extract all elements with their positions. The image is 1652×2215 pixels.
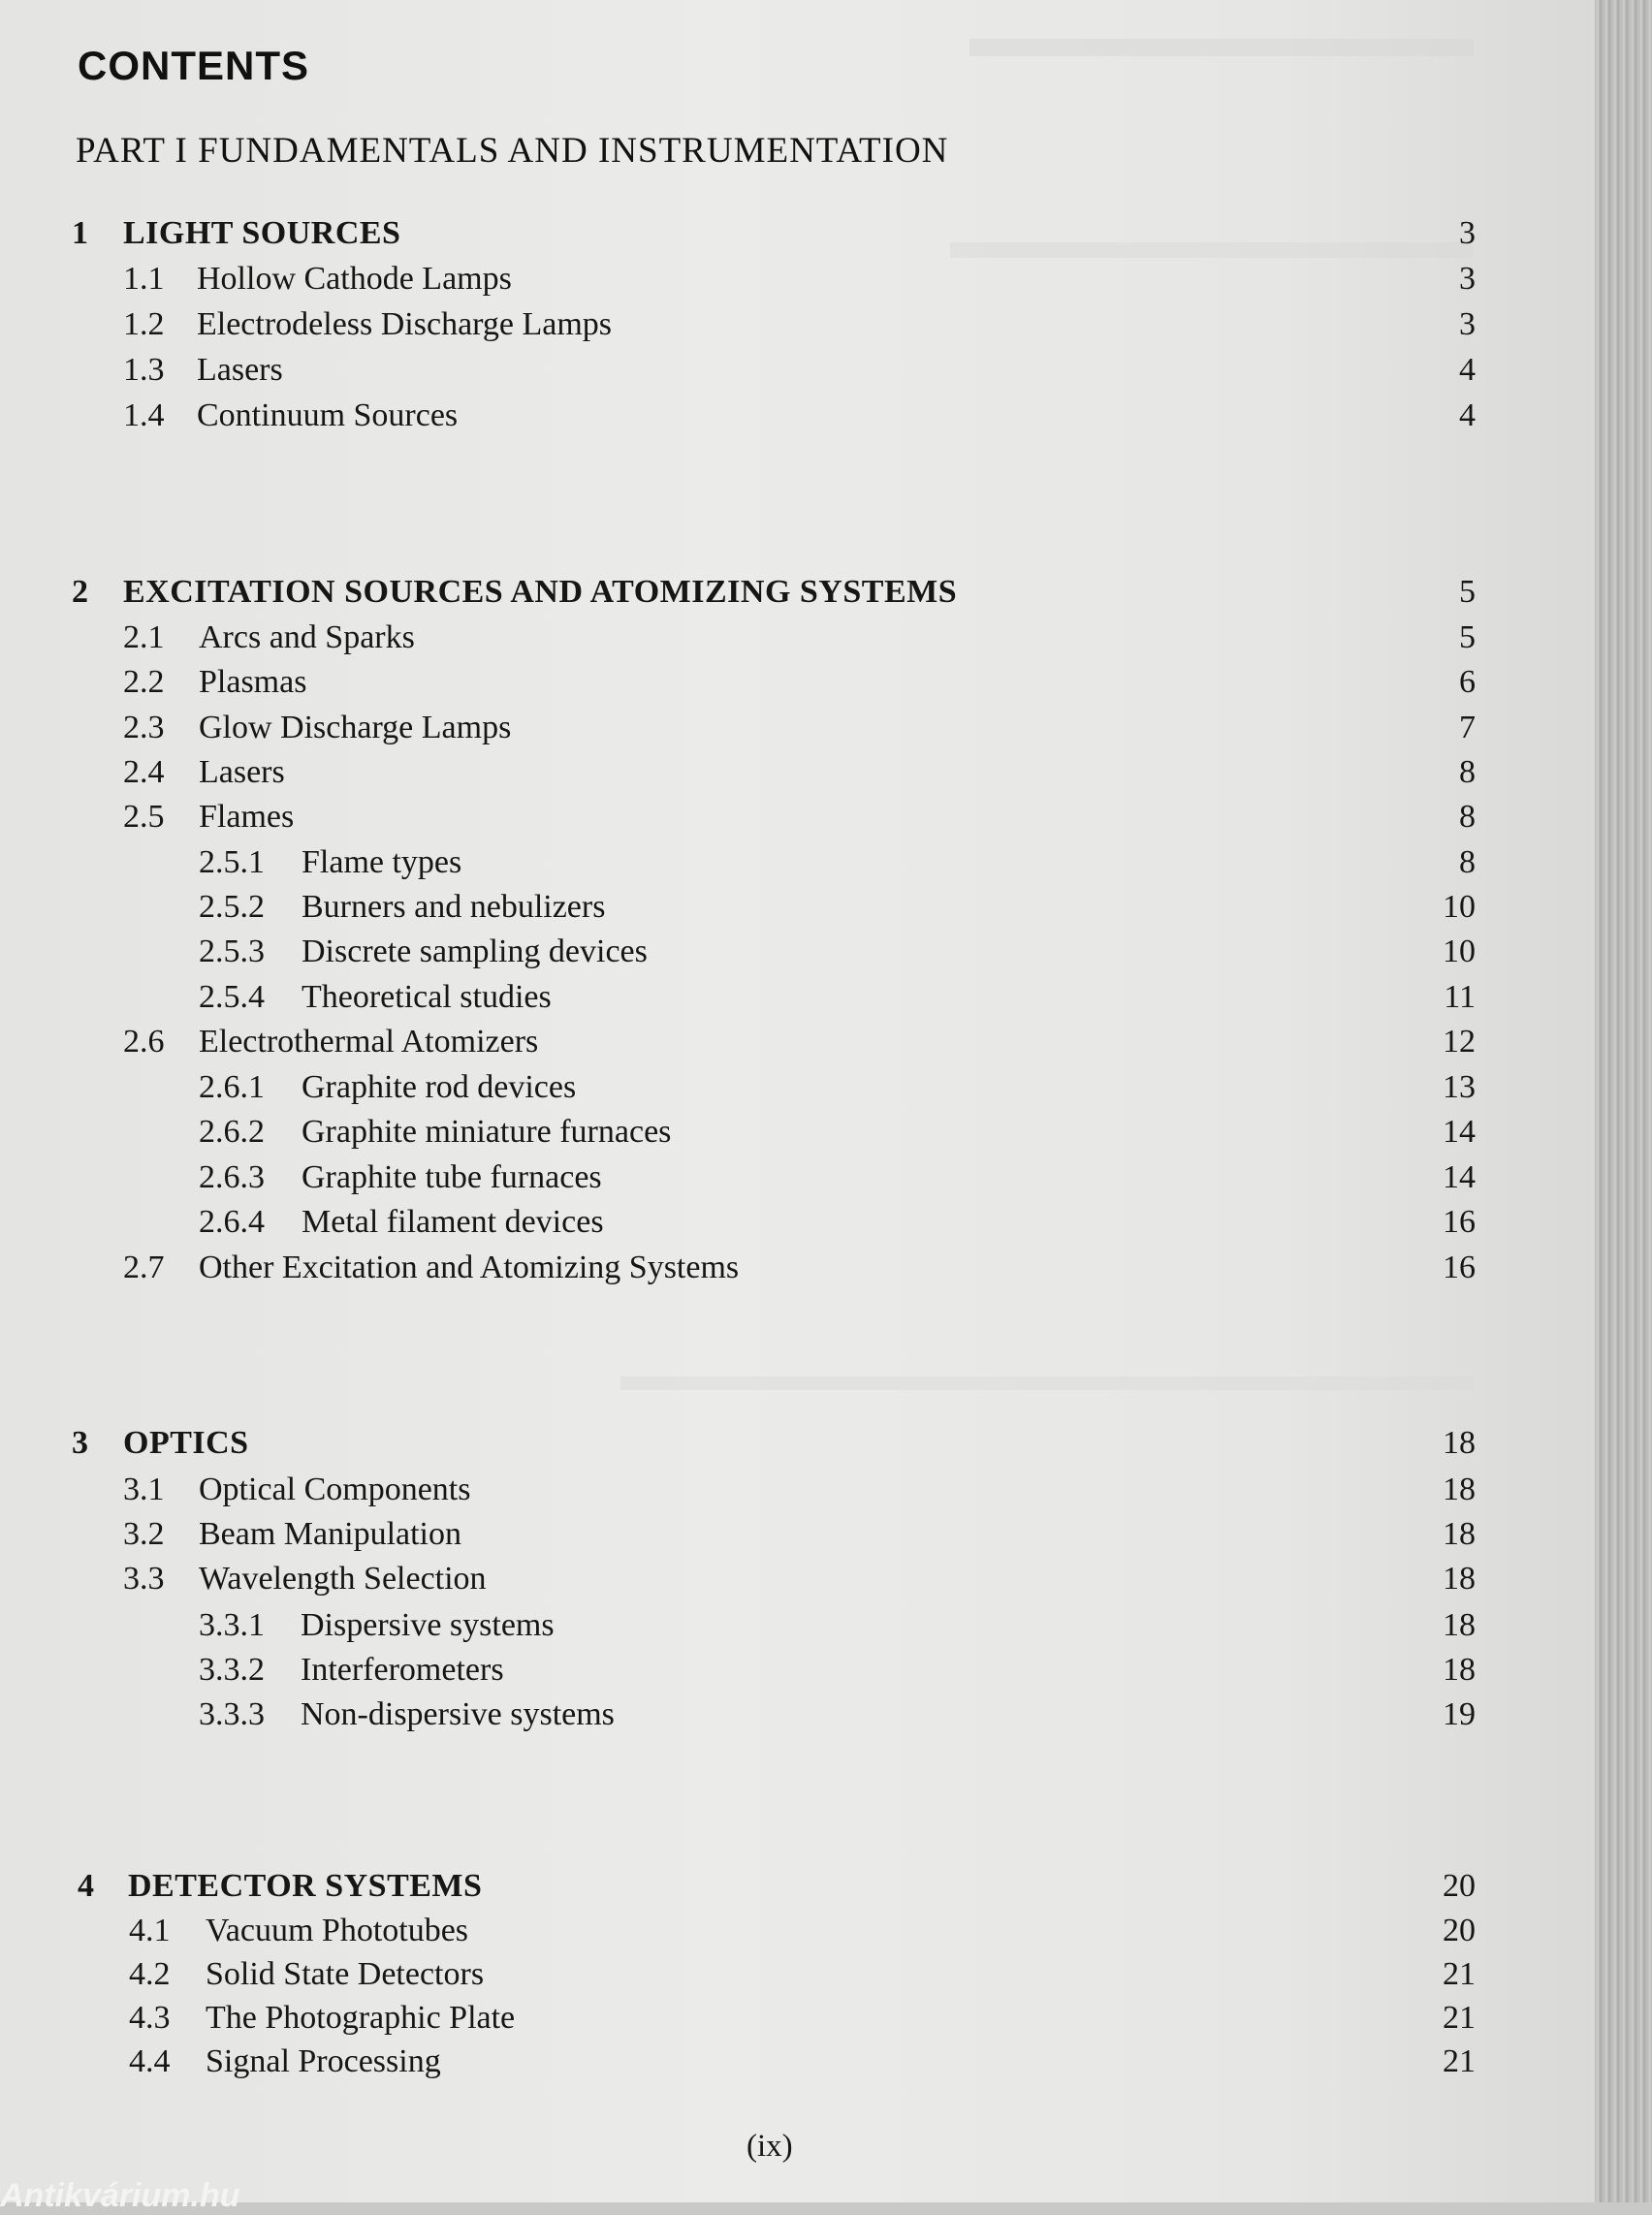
toc-number: 1.2 — [123, 306, 165, 342]
page-folio: (ix) — [747, 2129, 793, 2164]
toc-page-number: 8 — [1459, 799, 1476, 835]
toc-page-number: 14 — [1443, 1114, 1476, 1150]
toc-number: 3.3 — [123, 1561, 165, 1597]
toc-number: 2.5 — [123, 799, 165, 835]
toc-title: Interferometers — [301, 1652, 504, 1688]
toc-page-number: 20 — [1443, 1913, 1476, 1948]
toc-section-row — [0, 799, 1493, 843]
toc-number: 3.2 — [123, 1516, 165, 1552]
toc-title: Theoretical studies — [302, 979, 552, 1015]
toc-subsection-row — [0, 844, 1493, 889]
toc-page-number: 21 — [1443, 2000, 1476, 2036]
toc-chapter-row — [0, 1868, 1493, 1913]
toc-subsection-row — [0, 889, 1493, 933]
toc-page-number: 4 — [1459, 397, 1476, 433]
toc-page-number: 5 — [1459, 574, 1476, 610]
toc-subsection-row — [0, 979, 1493, 1024]
toc-number: 2 — [72, 574, 88, 610]
toc-title: Solid State Detectors — [206, 1956, 485, 1992]
toc-page-number: 21 — [1443, 2043, 1476, 2079]
toc-title: The Photographic Plate — [206, 2000, 516, 2036]
toc-subsection-row — [0, 1607, 1493, 1652]
toc-page-number: 16 — [1443, 1204, 1476, 1240]
toc-page-number: 18 — [1443, 1516, 1476, 1552]
toc-page-number: 18 — [1443, 1425, 1476, 1461]
toc-title: Dispersive systems — [301, 1607, 555, 1643]
toc-title: Arcs and Sparks — [199, 619, 415, 655]
toc-number: 2.5.2 — [199, 889, 265, 925]
toc-number: 2.5.3 — [199, 933, 265, 969]
toc-chapter-row — [0, 574, 1493, 618]
toc-number: 3.1 — [123, 1471, 165, 1507]
toc-page-number: 11 — [1444, 979, 1476, 1015]
toc-title: LIGHT SOURCES — [123, 215, 401, 251]
toc-section-row — [0, 710, 1493, 754]
toc-title: Burners and nebulizers — [302, 889, 606, 925]
toc-number: 2.5.1 — [199, 844, 265, 880]
show-through-band — [620, 1376, 1474, 1390]
toc-title: Metal filament devices — [302, 1204, 604, 1240]
toc-page-number: 3 — [1459, 215, 1476, 251]
toc-page-number: 14 — [1443, 1159, 1476, 1195]
toc-section-row — [0, 2000, 1493, 2044]
toc-title: Non-dispersive systems — [301, 1696, 615, 1732]
toc-section-row — [0, 1561, 1493, 1605]
toc-number: 4.1 — [129, 1913, 171, 1948]
toc-section-row — [0, 261, 1493, 305]
toc-title: Glow Discharge Lamps — [199, 710, 512, 745]
toc-title: Graphite tube furnaces — [302, 1159, 602, 1195]
toc-section-row — [0, 397, 1493, 442]
toc-section-row — [0, 352, 1493, 396]
toc-subsection-row — [0, 1114, 1493, 1158]
toc-section-row — [0, 1250, 1493, 1294]
toc-subsection-row — [0, 1159, 1493, 1204]
toc-number: 2.3 — [123, 710, 165, 745]
toc-number: 2.6.1 — [199, 1069, 265, 1105]
toc-title: Lasers — [197, 352, 283, 388]
toc-number: 3.3.2 — [199, 1652, 265, 1688]
toc-number: 1.1 — [123, 261, 165, 297]
toc-page-number: 5 — [1459, 619, 1476, 655]
toc-title: OPTICS — [123, 1425, 249, 1461]
toc-page-number: 10 — [1443, 933, 1476, 969]
toc-number: 4.2 — [129, 1956, 171, 1992]
toc-section-row — [0, 1516, 1493, 1561]
toc-title: Wavelength Selection — [199, 1561, 487, 1597]
contents-heading: CONTENTS — [78, 43, 309, 88]
toc-chapter-row — [0, 215, 1493, 260]
toc-number: 1.3 — [123, 352, 165, 388]
toc-title: DETECTOR SYSTEMS — [128, 1868, 483, 1904]
toc-title: Beam Manipulation — [199, 1516, 462, 1552]
toc-page-number: 18 — [1443, 1652, 1476, 1688]
toc-number: 3 — [72, 1425, 88, 1461]
toc-number: 3.3.3 — [199, 1696, 265, 1732]
toc-number: 2.2 — [123, 664, 165, 700]
toc-page-number: 3 — [1459, 261, 1476, 297]
toc-title: Signal Processing — [206, 2043, 441, 2079]
toc-page-number: 8 — [1459, 844, 1476, 880]
toc-number: 2.6 — [123, 1024, 165, 1060]
toc-title: Other Excitation and Atomizing Systems — [199, 1250, 740, 1285]
toc-subsection-row — [0, 1652, 1493, 1696]
toc-page-number: 18 — [1443, 1607, 1476, 1643]
toc-title: Lasers — [199, 754, 285, 790]
toc-page-number: 12 — [1443, 1024, 1476, 1060]
toc-number: 1.4 — [123, 397, 165, 433]
toc-title: Continuum Sources — [197, 397, 459, 433]
toc-title: Electrothermal Atomizers — [199, 1024, 539, 1060]
toc-page-number: 4 — [1459, 352, 1476, 388]
toc-number: 2.7 — [123, 1250, 165, 1285]
toc-title: Graphite rod devices — [302, 1069, 577, 1105]
toc-page-number: 7 — [1459, 710, 1476, 745]
toc-page-number: 20 — [1443, 1868, 1476, 1904]
toc-number: 4 — [78, 1868, 94, 1904]
toc-number: 1 — [72, 215, 88, 251]
watermark: Antikvárium.hu — [0, 2177, 240, 2214]
toc-number: 3.3.1 — [199, 1607, 265, 1643]
toc-title: Hollow Cathode Lamps — [197, 261, 512, 297]
toc-title: Flames — [199, 799, 295, 835]
toc-section-row — [0, 619, 1493, 664]
page-stack-edge — [1595, 0, 1652, 2202]
toc-page-number: 6 — [1459, 664, 1476, 700]
toc-title: Flame types — [302, 844, 462, 880]
toc-section-row — [0, 664, 1493, 709]
toc-number: 4.4 — [129, 2043, 171, 2079]
toc-title: Optical Components — [199, 1471, 471, 1507]
toc-page-number: 18 — [1443, 1471, 1476, 1507]
toc-number: 2.6.2 — [199, 1114, 265, 1150]
toc-section-row — [0, 1956, 1493, 2001]
toc-section-row — [0, 754, 1493, 799]
toc-section-row — [0, 1471, 1493, 1516]
toc-page-number: 8 — [1459, 754, 1476, 790]
toc-title: Discrete sampling devices — [302, 933, 648, 969]
toc-page-number: 19 — [1443, 1696, 1476, 1732]
toc-number: 2.6.3 — [199, 1159, 265, 1195]
toc-title: Vacuum Phototubes — [206, 1913, 469, 1948]
toc-page-number: 10 — [1443, 889, 1476, 925]
toc-page-number: 16 — [1443, 1250, 1476, 1285]
toc-number: 4.3 — [129, 2000, 171, 2036]
toc-section-row — [0, 306, 1493, 351]
toc-number: 2.5.4 — [199, 979, 265, 1015]
toc-title: EXCITATION SOURCES AND ATOMIZING SYSTEMS — [123, 574, 958, 610]
toc-section-row — [0, 1913, 1493, 1957]
toc-subsection-row — [0, 933, 1493, 978]
toc-title: Plasmas — [199, 664, 307, 700]
toc-page-number: 21 — [1443, 1956, 1476, 1992]
show-through-band — [969, 39, 1474, 56]
toc-title: Graphite miniature furnaces — [302, 1114, 672, 1150]
toc-page-number: 3 — [1459, 306, 1476, 342]
toc-page-number: 18 — [1443, 1561, 1476, 1597]
toc-subsection-row — [0, 1069, 1493, 1114]
toc-subsection-row — [0, 1696, 1493, 1741]
toc-section-row — [0, 1024, 1493, 1068]
toc-number: 2.1 — [123, 619, 165, 655]
toc-number: 2.6.4 — [199, 1204, 265, 1240]
toc-chapter-row — [0, 1425, 1493, 1470]
toc-number: 2.4 — [123, 754, 165, 790]
part-heading: PART I FUNDAMENTALS AND INSTRUMENTATION — [76, 131, 949, 171]
toc-subsection-row — [0, 1204, 1493, 1249]
toc-section-row — [0, 2043, 1493, 2088]
toc-title: Electrodeless Discharge Lamps — [197, 306, 613, 342]
toc-page-number: 13 — [1443, 1069, 1476, 1105]
